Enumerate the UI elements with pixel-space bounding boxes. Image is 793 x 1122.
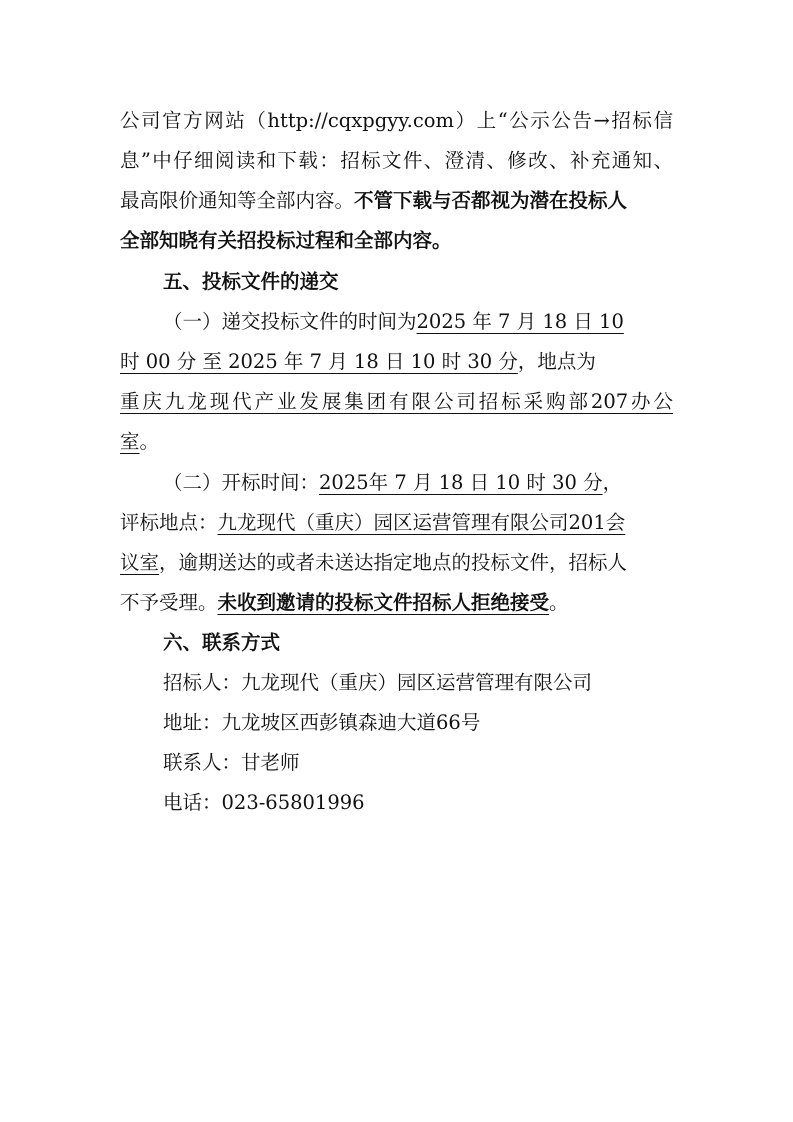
s5-p2-line-4: 不予受理。未收到邀请的投标文件招标人拒绝接受。 [120,591,569,614]
s5-p1-line-2: 时 00 分 至 2025 年 7 月 18 日 10 时 30 分，地点为 [120,350,596,373]
s5-p2-line-1: （二）开标时间：2025年 7 月 18 日 10 时 30 分， [163,471,623,494]
s5-p1-line-3: 重庆九龙现代产业发展集团有限公司招标采购部207办公 [120,390,673,413]
s5-p2-line-3: 议室，逾期送达的或者未送达指定地点的投标文件，招标人 [120,551,628,574]
intro-line-4 [120,221,452,261]
s5-p1-line-1: （一）递交投标文件的时间为2025 年 7 月 18 日 10 [163,310,624,333]
section-6-heading: 六、联系方式 [163,631,281,654]
intro-line-2: 息”中仔细阅读和下载：招标文件、澄清、修改、补充通知、 [120,149,673,172]
section-5-heading: 五、投标文件的递交 [163,270,339,293]
intro-line-3: 最高限价通知等全部内容。不管下载与否都视为潜在投标人 [120,189,628,212]
contact-tenderer: 招标人：九龙现代（重庆）园区运营管理有限公司 [163,671,593,694]
contact-address: 地址：九龙坡区西彭镇森迪大道66号 [163,711,481,734]
intro-line-1: 公司官方网站（http://cqxpgyy.com）上“公示公告→招标信 [120,109,673,132]
rejection-notice: 未收到邀请的投标文件招标人拒绝接受 [217,591,550,614]
contact-phone: 电话：023-65801996 [163,791,365,814]
intro-bold-notice: 不管下载与否都视为潜在投标人 [354,189,628,212]
contact-person: 联系人：甘老师 [163,751,300,774]
intro-bold-notice-cont: 全部知晓有关招投标过程和全部内容。 [120,229,452,252]
s5-p2-line-2: 评标地点：九龙现代（重庆）园区运营管理有限公司201会 [120,511,626,534]
s5-p1-line-4: 室。 [120,430,160,453]
